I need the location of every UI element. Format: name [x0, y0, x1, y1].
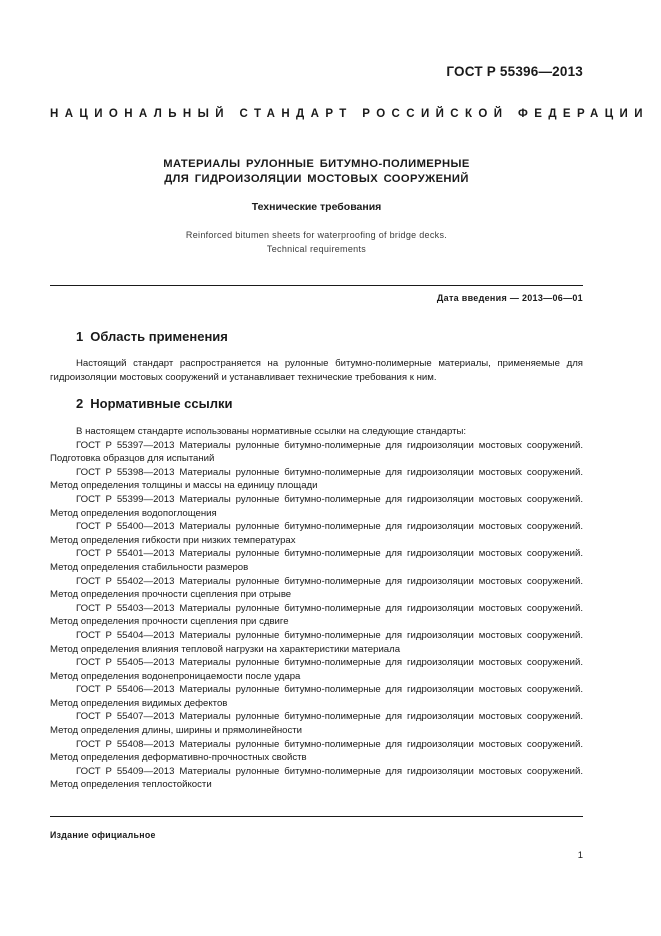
section-2-title: Нормативные ссылки	[90, 396, 233, 411]
section-1-number: 1	[76, 329, 84, 344]
section-1-title: Область применения	[90, 329, 228, 344]
subtitle: Технические требования	[251, 201, 382, 213]
reference-item: ГОСТ Р 55399—2013 Материалы рулонные битумно-полимерные для гидроизоляции мостовых сооружений. Метод определения водопоглощения	[50, 493, 583, 519]
reference-item: ГОСТ Р 55407—2013 Материалы рулонные битумно-полимерные для гидроизоляции мостовых сооружений. Метод определения длины, ширины и прямолинейности	[50, 711, 583, 737]
section-2-number: 2	[76, 396, 84, 411]
bottom-divider	[50, 816, 583, 817]
official-edition-label: Издание официальное	[50, 830, 156, 840]
document-number: ГОСТ Р 55396—2013	[446, 64, 583, 79]
reference-item: ГОСТ Р 55403—2013 Материалы рулонные битумно-полимерные для гидроизоляции мостовых сооружений. Метод определения прочности сцепления при сдвиге	[50, 602, 583, 628]
section-1-heading	[76, 329, 228, 344]
english-title	[50, 229, 583, 256]
references-intro: В настоящем стандарте использованы нормативные ссылки на следующие стандарты:	[76, 426, 467, 437]
reference-item: ГОСТ Р 55406—2013 Материалы рулонные битумно-полимерные для гидроизоляции мостовых сооружений. Метод определения видимых дефектов	[50, 684, 583, 709]
reference-item: ГОСТ Р 55408—2013 Материалы рулонные битумно-полимерные для гидроизоляции мостовых сооружений. Метод определения деформативно-прочностных свойств	[50, 738, 583, 764]
national-standard-banner: НАЦИОНАЛЬНЫЙ СТАНДАРТ РОССИЙСКОЙ ФЕДЕРАЦИИ	[50, 108, 649, 120]
top-divider	[50, 285, 583, 286]
page-number: 1	[577, 850, 583, 861]
effective-date: Дата введения — 2013—06—01	[436, 293, 583, 303]
reference-item: ГОСТ Р 55402—2013 Материалы рулонные битумно-полимерные для гидроизоляции мостовых сооружений. Метод определения прочности сцепления при отрыве	[50, 575, 583, 601]
reference-item: ГОСТ Р 55400—2013 Материалы рулонные битумно-полимерные для гидроизоляции мостовых сооружений. Метод определения гибкости при низких температурах	[50, 521, 583, 546]
reference-item: ГОСТ Р 55398—2013 Материалы рулонные битумно-полимерные для гидроизоляции мостовых сооружений. Метод определения толщины и массы на единицу площади	[50, 466, 583, 492]
section-2-heading	[76, 396, 232, 411]
title-block	[50, 157, 583, 256]
reference-item: ГОСТ Р 55404—2013 Материалы рулонные битумно-полимерные для гидроизоляции мостовых сооружений. Метод определения влияния тепловой нагрузки на характеристики материала	[50, 629, 583, 655]
english-title-line-1: Reinforced bitumen sheets for waterproofing of bridge decks.	[185, 230, 448, 240]
reference-item: ГОСТ Р 55397—2013 Материалы рулонные битумно-полимерные для гидроизоляции мостовых сооружений. Подготовка образцов для испытаний	[50, 439, 583, 465]
title-line-1: МАТЕРИАЛЫ РУЛОННЫЕ БИТУМНО-ПОЛИМЕРНЫЕ	[163, 158, 470, 170]
english-title-line-2: Technical requirements	[266, 243, 367, 254]
normative-references-list	[50, 425, 583, 792]
reference-item: ГОСТ Р 55405—2013 Материалы рулонные битумно-полимерные для гидроизоляции мостовых сооружений. Метод определения водонепроницаемости после удара	[50, 657, 583, 682]
section-1-text: Настоящий стандарт распространяется на рулонные битумно-полимерные материалы, применяемые для гидроизоляции мостовых сооружений и устанавливает технические требования к ним.	[50, 358, 583, 383]
reference-item: ГОСТ Р 55409—2013 Материалы рулонные битумно-полимерные для гидроизоляции мостовых сооружений. Метод определения теплостойкости	[50, 765, 583, 791]
title-line-2: ДЛЯ ГИДРОИЗОЛЯЦИИ МОСТОВЫХ СООРУЖЕНИЙ	[164, 173, 469, 185]
reference-item: ГОСТ Р 55401—2013 Материалы рулонные битумно-полимерные для гидроизоляции мостовых сооружений. Метод определения стабильности размеров	[50, 548, 583, 573]
